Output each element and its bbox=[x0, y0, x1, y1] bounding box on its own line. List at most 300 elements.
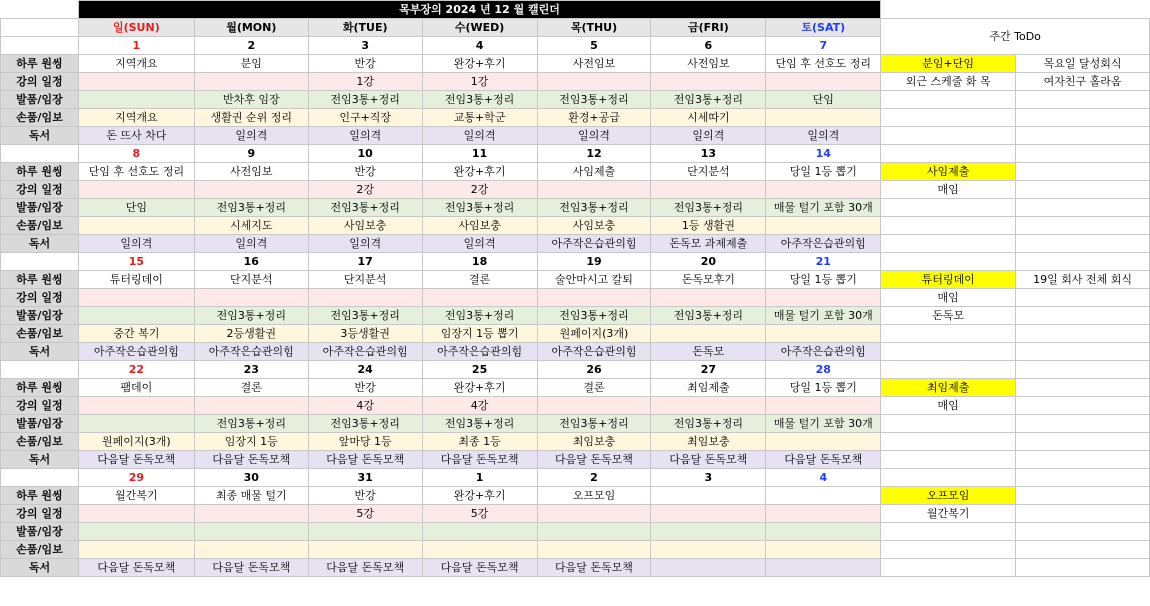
schedule-cell[interactable]: 전임3통+정리 bbox=[422, 307, 537, 325]
schedule-cell[interactable]: 당일 1등 뽑기 bbox=[766, 379, 881, 397]
date-cell[interactable]: 7 bbox=[766, 37, 881, 55]
schedule-cell[interactable]: 단지분석 bbox=[194, 271, 308, 289]
weekly-todo-cell[interactable] bbox=[881, 415, 1016, 433]
weekly-note-cell[interactable]: 19일 회사 전체 회식 bbox=[1016, 271, 1150, 289]
schedule-cell[interactable] bbox=[766, 487, 881, 505]
schedule-cell[interactable]: 중간 복기 bbox=[78, 325, 194, 343]
date-cell[interactable]: 31 bbox=[308, 469, 422, 487]
schedule-cell[interactable] bbox=[651, 289, 766, 307]
schedule-cell[interactable]: 3등생활권 bbox=[308, 325, 422, 343]
schedule-cell[interactable] bbox=[651, 181, 766, 199]
schedule-cell[interactable]: 사임제출 bbox=[537, 163, 651, 181]
schedule-cell[interactable] bbox=[537, 73, 651, 91]
weekly-note-cell[interactable] bbox=[1016, 397, 1150, 415]
schedule-cell[interactable]: 반강 bbox=[308, 163, 422, 181]
date-cell[interactable]: 6 bbox=[651, 37, 766, 55]
schedule-cell[interactable]: 일의격 bbox=[422, 127, 537, 145]
date-cell[interactable]: 15 bbox=[78, 253, 194, 271]
schedule-cell[interactable] bbox=[766, 289, 881, 307]
date-cell[interactable]: 2 bbox=[194, 37, 308, 55]
schedule-cell[interactable] bbox=[651, 487, 766, 505]
weekly-todo-cell[interactable]: 매임 bbox=[881, 397, 1016, 415]
date-cell[interactable]: 25 bbox=[422, 361, 537, 379]
schedule-cell[interactable]: 최종 매물 털기 bbox=[194, 487, 308, 505]
schedule-cell[interactable]: 당일 1등 뽑기 bbox=[766, 163, 881, 181]
schedule-cell[interactable]: 전임3통+정리 bbox=[537, 199, 651, 217]
date-cell[interactable]: 12 bbox=[537, 145, 651, 163]
row-lecture-schedule bbox=[1, 505, 1150, 523]
schedule-cell[interactable]: 돈독모 과제제출 bbox=[651, 235, 766, 253]
schedule-cell[interactable] bbox=[537, 505, 651, 523]
weekly-todo-cell[interactable] bbox=[881, 91, 1016, 109]
schedule-cell[interactable] bbox=[766, 109, 881, 127]
schedule-cell[interactable]: 아주작은습관의힘 bbox=[537, 343, 651, 361]
schedule-cell[interactable] bbox=[537, 541, 651, 559]
schedule-cell[interactable]: 앞마당 1등 bbox=[308, 433, 422, 451]
weekly-todo-cell[interactable]: 외근 스케줄 화 목 bbox=[881, 73, 1016, 91]
schedule-cell[interactable]: 전임3통+정리 bbox=[651, 199, 766, 217]
schedule-cell[interactable]: 결론 bbox=[194, 379, 308, 397]
todo-spacer-cell[interactable] bbox=[1016, 145, 1150, 163]
date-cell[interactable]: 1 bbox=[78, 37, 194, 55]
schedule-cell[interactable] bbox=[194, 181, 308, 199]
todo-spacer-cell[interactable] bbox=[881, 361, 1016, 379]
schedule-cell[interactable]: 일의격 bbox=[308, 235, 422, 253]
day-header-sun: 일(SUN) bbox=[78, 19, 194, 37]
calendar-title: 목부장의 2024 년 12 월 캘린더 bbox=[78, 1, 880, 19]
schedule-cell[interactable]: 전임3통+정리 bbox=[422, 415, 537, 433]
schedule-cell[interactable] bbox=[651, 325, 766, 343]
schedule-cell[interactable]: 반강 bbox=[308, 487, 422, 505]
schedule-cell[interactable]: 전임3통+정리 bbox=[194, 415, 308, 433]
weekly-note-cell[interactable] bbox=[1016, 415, 1150, 433]
schedule-cell[interactable]: 다음달 돈독모책 bbox=[537, 451, 651, 469]
schedule-cell[interactable] bbox=[651, 73, 766, 91]
schedule-cell[interactable]: 최임보충 bbox=[651, 433, 766, 451]
schedule-cell[interactable]: 돈 뜨사 차다 bbox=[78, 127, 194, 145]
schedule-cell[interactable] bbox=[537, 181, 651, 199]
schedule-cell[interactable]: 최임제출 bbox=[651, 379, 766, 397]
weekly-note-cell[interactable] bbox=[1016, 523, 1150, 541]
date-cell[interactable]: 5 bbox=[537, 37, 651, 55]
schedule-cell[interactable]: 일의격 bbox=[766, 127, 881, 145]
schedule-cell[interactable] bbox=[537, 523, 651, 541]
row-reading bbox=[1, 235, 1150, 253]
date-cell[interactable]: 10 bbox=[308, 145, 422, 163]
schedule-cell[interactable]: 술안마시고 칼퇴 bbox=[537, 271, 651, 289]
schedule-cell[interactable]: 다음달 돈독모책 bbox=[422, 559, 537, 577]
schedule-cell[interactable]: 월간복기 bbox=[78, 487, 194, 505]
schedule-cell[interactable]: 5강 bbox=[422, 505, 537, 523]
weekly-note-cell[interactable] bbox=[1016, 559, 1150, 577]
schedule-cell[interactable]: 아주작은습관의힘 bbox=[308, 343, 422, 361]
schedule-cell[interactable]: 전임3통+정리 bbox=[651, 415, 766, 433]
schedule-cell[interactable]: 1강 bbox=[308, 73, 422, 91]
schedule-cell[interactable]: 환경+공급 bbox=[537, 109, 651, 127]
schedule-cell[interactable]: 튜터링데이 bbox=[78, 271, 194, 289]
schedule-cell[interactable]: 최종 1등 bbox=[422, 433, 537, 451]
schedule-cell[interactable] bbox=[651, 559, 766, 577]
schedule-cell[interactable]: 임장지 1등 뽑기 bbox=[422, 325, 537, 343]
weekly-note-cell[interactable] bbox=[1016, 433, 1150, 451]
weekly-note-cell[interactable] bbox=[1016, 181, 1150, 199]
date-cell[interactable]: 9 bbox=[194, 145, 308, 163]
row-desk-report bbox=[1, 217, 1150, 235]
schedule-cell[interactable]: 1등 생활권 bbox=[651, 217, 766, 235]
weekly-note-cell[interactable] bbox=[1016, 217, 1150, 235]
schedule-cell[interactable]: 단임 bbox=[78, 199, 194, 217]
schedule-cell[interactable] bbox=[537, 397, 651, 415]
schedule-cell[interactable]: 2등생활권 bbox=[194, 325, 308, 343]
schedule-cell[interactable] bbox=[194, 541, 308, 559]
date-cell[interactable]: 11 bbox=[422, 145, 537, 163]
date-cell[interactable]: 21 bbox=[766, 253, 881, 271]
weekly-todo-cell[interactable] bbox=[881, 325, 1016, 343]
weekly-todo-cell[interactable] bbox=[881, 109, 1016, 127]
date-row-label-cell[interactable] bbox=[1, 145, 79, 163]
schedule-cell[interactable] bbox=[651, 541, 766, 559]
schedule-cell[interactable] bbox=[78, 307, 194, 325]
schedule-cell[interactable] bbox=[78, 181, 194, 199]
schedule-cell[interactable]: 전임3통+정리 bbox=[422, 91, 537, 109]
schedule-cell[interactable] bbox=[651, 523, 766, 541]
schedule-cell[interactable] bbox=[651, 397, 766, 415]
schedule-cell[interactable]: 아주작은습관의힘 bbox=[537, 235, 651, 253]
weekly-todo-cell[interactable] bbox=[881, 343, 1016, 361]
date-cell[interactable]: 17 bbox=[308, 253, 422, 271]
schedule-cell[interactable]: 임장지 1등 bbox=[194, 433, 308, 451]
date-row-label-cell[interactable] bbox=[1, 37, 79, 55]
schedule-cell[interactable]: 다음달 돈독모책 bbox=[651, 451, 766, 469]
schedule-cell[interactable] bbox=[651, 505, 766, 523]
schedule-cell[interactable]: 다음달 돈독모책 bbox=[194, 559, 308, 577]
day-header-wed: 수(WED) bbox=[422, 19, 537, 37]
schedule-cell[interactable]: 다음달 돈독모책 bbox=[766, 451, 881, 469]
schedule-cell[interactable] bbox=[766, 397, 881, 415]
weekly-note-cell[interactable]: 여자친구 홀라옴 bbox=[1016, 73, 1150, 91]
row-label: 손품/임보 bbox=[1, 541, 79, 559]
schedule-cell[interactable]: 팸데이 bbox=[78, 379, 194, 397]
schedule-cell[interactable]: 전임3통+정리 bbox=[422, 199, 537, 217]
row-label: 독서 bbox=[1, 559, 79, 577]
schedule-cell[interactable] bbox=[78, 91, 194, 109]
todo-spacer-cell[interactable] bbox=[881, 145, 1016, 163]
schedule-cell[interactable] bbox=[766, 541, 881, 559]
schedule-cell[interactable] bbox=[766, 181, 881, 199]
schedule-cell[interactable]: 다음달 돈독모책 bbox=[194, 451, 308, 469]
schedule-cell[interactable]: 단임 후 선호도 정리 bbox=[78, 163, 194, 181]
schedule-cell[interactable]: 전임3통+정리 bbox=[308, 199, 422, 217]
schedule-cell[interactable]: 인구+직장 bbox=[308, 109, 422, 127]
schedule-cell[interactable] bbox=[766, 523, 881, 541]
schedule-cell[interactable] bbox=[308, 541, 422, 559]
schedule-cell[interactable] bbox=[78, 289, 194, 307]
schedule-cell[interactable] bbox=[78, 73, 194, 91]
schedule-cell[interactable] bbox=[78, 397, 194, 415]
schedule-cell[interactable]: 일의격 bbox=[194, 235, 308, 253]
weekly-todo-cell[interactable]: 최임제출 bbox=[881, 379, 1016, 397]
schedule-cell[interactable]: 사전임보 bbox=[194, 163, 308, 181]
schedule-cell[interactable]: 분임 bbox=[194, 55, 308, 73]
week-3-date-row bbox=[1, 253, 1150, 271]
weekly-todo-cell[interactable]: 분임+단임 bbox=[881, 55, 1016, 73]
schedule-cell[interactable]: 다음달 돈독모책 bbox=[537, 559, 651, 577]
weekly-note-cell[interactable] bbox=[1016, 127, 1150, 145]
schedule-cell[interactable]: 사전임보 bbox=[537, 55, 651, 73]
date-cell[interactable]: 18 bbox=[422, 253, 537, 271]
schedule-cell[interactable]: 완강+후기 bbox=[422, 487, 537, 505]
schedule-cell[interactable]: 단지분석 bbox=[308, 271, 422, 289]
weekly-note-cell[interactable] bbox=[1016, 289, 1150, 307]
schedule-cell[interactable]: 일의격 bbox=[537, 127, 651, 145]
weekly-note-cell[interactable] bbox=[1016, 109, 1150, 127]
schedule-cell[interactable] bbox=[422, 541, 537, 559]
schedule-cell[interactable]: 완강+후기 bbox=[422, 55, 537, 73]
schedule-cell[interactable]: 돈독모후기 bbox=[651, 271, 766, 289]
date-cell[interactable]: 26 bbox=[537, 361, 651, 379]
week-2-date-row bbox=[1, 145, 1150, 163]
empty-cell[interactable] bbox=[881, 1, 1016, 19]
date-cell[interactable]: 4 bbox=[766, 469, 881, 487]
todo-spacer-cell[interactable] bbox=[1016, 469, 1150, 487]
schedule-cell[interactable]: 원페이지(3개) bbox=[537, 325, 651, 343]
schedule-cell[interactable]: 완강+후기 bbox=[422, 163, 537, 181]
schedule-cell[interactable]: 반차후 임장 bbox=[194, 91, 308, 109]
schedule-cell[interactable]: 오프모임 bbox=[537, 487, 651, 505]
weekly-note-cell[interactable] bbox=[1016, 91, 1150, 109]
schedule-cell[interactable]: 결론 bbox=[422, 271, 537, 289]
schedule-cell[interactable]: 단지분석 bbox=[651, 163, 766, 181]
weekly-todo-cell[interactable]: 매임 bbox=[881, 289, 1016, 307]
schedule-cell[interactable]: 다음달 돈독모책 bbox=[78, 559, 194, 577]
schedule-cell[interactable]: 생활권 순위 정리 bbox=[194, 109, 308, 127]
date-row-label-cell[interactable] bbox=[1, 469, 79, 487]
schedule-cell[interactable]: 다음달 돈독모책 bbox=[308, 451, 422, 469]
schedule-cell[interactable] bbox=[194, 397, 308, 415]
weekly-todo-cell[interactable] bbox=[881, 217, 1016, 235]
todo-spacer-cell[interactable] bbox=[1016, 361, 1150, 379]
schedule-cell[interactable]: 전임3통+정리 bbox=[537, 91, 651, 109]
schedule-cell[interactable]: 반강 bbox=[308, 55, 422, 73]
weekly-todo-cell[interactable]: 월간복기 bbox=[881, 505, 1016, 523]
schedule-cell[interactable]: 매물 털기 포함 30개 bbox=[766, 307, 881, 325]
schedule-cell[interactable]: 당일 1등 뽑기 bbox=[766, 271, 881, 289]
schedule-cell[interactable]: 아주작은습관의힘 bbox=[422, 343, 537, 361]
schedule-cell[interactable]: 최임보충 bbox=[537, 433, 651, 451]
date-cell[interactable]: 22 bbox=[78, 361, 194, 379]
schedule-cell[interactable]: 아주작은습관의힘 bbox=[194, 343, 308, 361]
schedule-cell[interactable]: 5강 bbox=[308, 505, 422, 523]
schedule-cell[interactable]: 아주작은습관의힘 bbox=[78, 343, 194, 361]
schedule-cell[interactable] bbox=[308, 289, 422, 307]
weekly-todo-cell[interactable] bbox=[881, 523, 1016, 541]
schedule-cell[interactable]: 전임3통+정리 bbox=[194, 199, 308, 217]
date-cell[interactable]: 20 bbox=[651, 253, 766, 271]
weekly-todo-cell[interactable]: 사임제출 bbox=[881, 163, 1016, 181]
schedule-cell[interactable] bbox=[78, 217, 194, 235]
schedule-cell[interactable]: 매물 털기 포함 30개 bbox=[766, 415, 881, 433]
schedule-cell[interactable]: 전임3통+정리 bbox=[308, 307, 422, 325]
schedule-cell[interactable]: 결론 bbox=[537, 379, 651, 397]
schedule-cell[interactable]: 1강 bbox=[422, 73, 537, 91]
schedule-cell[interactable]: 전임3통+정리 bbox=[651, 91, 766, 109]
schedule-cell[interactable]: 교통+학군 bbox=[422, 109, 537, 127]
date-cell[interactable]: 24 bbox=[308, 361, 422, 379]
schedule-cell[interactable]: 사임보충 bbox=[422, 217, 537, 235]
schedule-cell[interactable]: 단임 bbox=[766, 91, 881, 109]
schedule-cell[interactable]: 사임보충 bbox=[537, 217, 651, 235]
row-lecture-schedule bbox=[1, 289, 1150, 307]
weekly-note-cell[interactable] bbox=[1016, 235, 1150, 253]
row-label: 강의 일정 bbox=[1, 505, 79, 523]
date-cell[interactable]: 13 bbox=[651, 145, 766, 163]
corner-cell[interactable] bbox=[1, 1, 79, 19]
todo-spacer-cell[interactable] bbox=[1016, 253, 1150, 271]
date-cell[interactable]: 3 bbox=[308, 37, 422, 55]
schedule-cell[interactable]: 반강 bbox=[308, 379, 422, 397]
schedule-cell[interactable]: 완강+후기 bbox=[422, 379, 537, 397]
schedule-cell[interactable]: 다음달 돈독모책 bbox=[422, 451, 537, 469]
schedule-cell[interactable] bbox=[766, 73, 881, 91]
schedule-cell[interactable] bbox=[766, 217, 881, 235]
weekly-note-cell[interactable] bbox=[1016, 163, 1150, 181]
row-label: 발품/임장 bbox=[1, 307, 79, 325]
schedule-cell[interactable]: 시세지도 bbox=[194, 217, 308, 235]
schedule-cell[interactable] bbox=[194, 73, 308, 91]
schedule-cell[interactable]: 시세따기 bbox=[651, 109, 766, 127]
schedule-cell[interactable]: 일의격 bbox=[194, 127, 308, 145]
weekly-note-cell[interactable] bbox=[1016, 379, 1150, 397]
schedule-cell[interactable]: 지역개요 bbox=[78, 55, 194, 73]
weekly-todo-cell[interactable] bbox=[881, 451, 1016, 469]
date-row-label-cell[interactable] bbox=[1, 361, 79, 379]
weekly-note-cell[interactable] bbox=[1016, 487, 1150, 505]
row-lecture-schedule bbox=[1, 73, 1150, 91]
weekly-todo-cell[interactable] bbox=[881, 199, 1016, 217]
date-cell[interactable]: 27 bbox=[651, 361, 766, 379]
row-daily-onething bbox=[1, 379, 1150, 397]
row-label: 강의 일정 bbox=[1, 289, 79, 307]
schedule-cell[interactable]: 4강 bbox=[422, 397, 537, 415]
schedule-cell[interactable]: 전임3통+정리 bbox=[308, 415, 422, 433]
schedule-cell[interactable]: 일의격 bbox=[78, 235, 194, 253]
schedule-cell[interactable] bbox=[422, 523, 537, 541]
schedule-cell[interactable] bbox=[194, 523, 308, 541]
schedule-cell[interactable] bbox=[308, 523, 422, 541]
schedule-cell[interactable]: 지역개요 bbox=[78, 109, 194, 127]
schedule-cell[interactable] bbox=[78, 541, 194, 559]
weekly-todo-cell[interactable] bbox=[881, 127, 1016, 145]
weekly-todo-cell[interactable] bbox=[881, 235, 1016, 253]
weekly-note-cell[interactable] bbox=[1016, 541, 1150, 559]
weekly-note-cell[interactable] bbox=[1016, 325, 1150, 343]
row-label: 강의 일정 bbox=[1, 397, 79, 415]
weekly-note-cell[interactable] bbox=[1016, 343, 1150, 361]
row-label: 강의 일정 bbox=[1, 73, 79, 91]
row-label: 독서 bbox=[1, 451, 79, 469]
weekly-todo-cell[interactable] bbox=[881, 559, 1016, 577]
schedule-cell[interactable]: 원페이지(3개) bbox=[78, 433, 194, 451]
schedule-cell[interactable] bbox=[766, 325, 881, 343]
date-cell[interactable]: 23 bbox=[194, 361, 308, 379]
schedule-cell[interactable] bbox=[194, 505, 308, 523]
schedule-cell[interactable] bbox=[766, 559, 881, 577]
empty-cell[interactable] bbox=[1016, 1, 1150, 19]
schedule-cell[interactable]: 아주작은습관의힘 bbox=[766, 235, 881, 253]
schedule-cell[interactable]: 사전임보 bbox=[651, 55, 766, 73]
schedule-cell[interactable]: 다음달 돈독모책 bbox=[308, 559, 422, 577]
schedule-cell[interactable]: 전임3통+정리 bbox=[308, 91, 422, 109]
date-cell[interactable]: 30 bbox=[194, 469, 308, 487]
schedule-cell[interactable]: 전임3통+정리 bbox=[537, 415, 651, 433]
weekly-todo-cell[interactable] bbox=[881, 541, 1016, 559]
todo-spacer-cell[interactable] bbox=[881, 469, 1016, 487]
schedule-cell[interactable] bbox=[194, 289, 308, 307]
schedule-cell[interactable]: 단임 후 선호도 정리 bbox=[766, 55, 881, 73]
schedule-cell[interactable]: 사임보충 bbox=[308, 217, 422, 235]
row-label: 발품/임장 bbox=[1, 91, 79, 109]
date-cell[interactable]: 2 bbox=[537, 469, 651, 487]
weekly-note-cell[interactable] bbox=[1016, 505, 1150, 523]
schedule-cell[interactable]: 2강 bbox=[422, 181, 537, 199]
schedule-cell[interactable] bbox=[422, 289, 537, 307]
weekly-note-cell[interactable] bbox=[1016, 451, 1150, 469]
schedule-cell[interactable]: 일의격 bbox=[308, 127, 422, 145]
schedule-cell[interactable]: 다음달 돈독모책 bbox=[78, 451, 194, 469]
schedule-cell[interactable]: 전임3통+정리 bbox=[194, 307, 308, 325]
date-cell[interactable]: 16 bbox=[194, 253, 308, 271]
weekly-todo-cell[interactable] bbox=[881, 433, 1016, 451]
empty-header-cell[interactable] bbox=[1, 19, 79, 37]
date-cell[interactable]: 3 bbox=[651, 469, 766, 487]
schedule-cell[interactable] bbox=[766, 505, 881, 523]
schedule-cell[interactable]: 2강 bbox=[308, 181, 422, 199]
date-cell[interactable]: 8 bbox=[78, 145, 194, 163]
schedule-cell[interactable]: 4강 bbox=[308, 397, 422, 415]
schedule-cell[interactable]: 돈독모 bbox=[651, 343, 766, 361]
schedule-cell[interactable]: 일의격 bbox=[422, 235, 537, 253]
weekly-note-cell[interactable] bbox=[1016, 307, 1150, 325]
schedule-cell[interactable] bbox=[537, 289, 651, 307]
weekly-todo-cell[interactable]: 매임 bbox=[881, 181, 1016, 199]
schedule-cell[interactable]: 전임3통+정리 bbox=[537, 307, 651, 325]
schedule-cell[interactable]: 아주작은습관의힘 bbox=[766, 343, 881, 361]
date-row-label-cell[interactable] bbox=[1, 253, 79, 271]
weekly-todo-cell[interactable]: 오프모임 bbox=[881, 487, 1016, 505]
weekly-todo-cell[interactable]: 돈독모 bbox=[881, 307, 1016, 325]
date-cell[interactable]: 19 bbox=[537, 253, 651, 271]
date-cell[interactable]: 29 bbox=[78, 469, 194, 487]
date-cell[interactable]: 1 bbox=[422, 469, 537, 487]
weekly-note-cell[interactable]: 목요일 달성회식 bbox=[1016, 55, 1150, 73]
schedule-cell[interactable]: 매물 털기 포함 30개 bbox=[766, 199, 881, 217]
schedule-cell[interactable] bbox=[78, 523, 194, 541]
weekly-todo-cell[interactable]: 튜터링데이 bbox=[881, 271, 1016, 289]
day-header-mon: 월(MON) bbox=[194, 19, 308, 37]
date-cell[interactable]: 28 bbox=[766, 361, 881, 379]
schedule-cell[interactable] bbox=[78, 415, 194, 433]
schedule-cell[interactable] bbox=[78, 505, 194, 523]
date-cell[interactable]: 14 bbox=[766, 145, 881, 163]
schedule-cell[interactable]: 전임3통+정리 bbox=[651, 307, 766, 325]
schedule-cell[interactable]: 일의격 bbox=[651, 127, 766, 145]
weekly-note-cell[interactable] bbox=[1016, 199, 1150, 217]
todo-spacer-cell[interactable] bbox=[881, 253, 1016, 271]
date-cell[interactable]: 4 bbox=[422, 37, 537, 55]
row-field-visit bbox=[1, 199, 1150, 217]
schedule-cell[interactable] bbox=[766, 433, 881, 451]
day-header-thu: 목(THU) bbox=[537, 19, 651, 37]
